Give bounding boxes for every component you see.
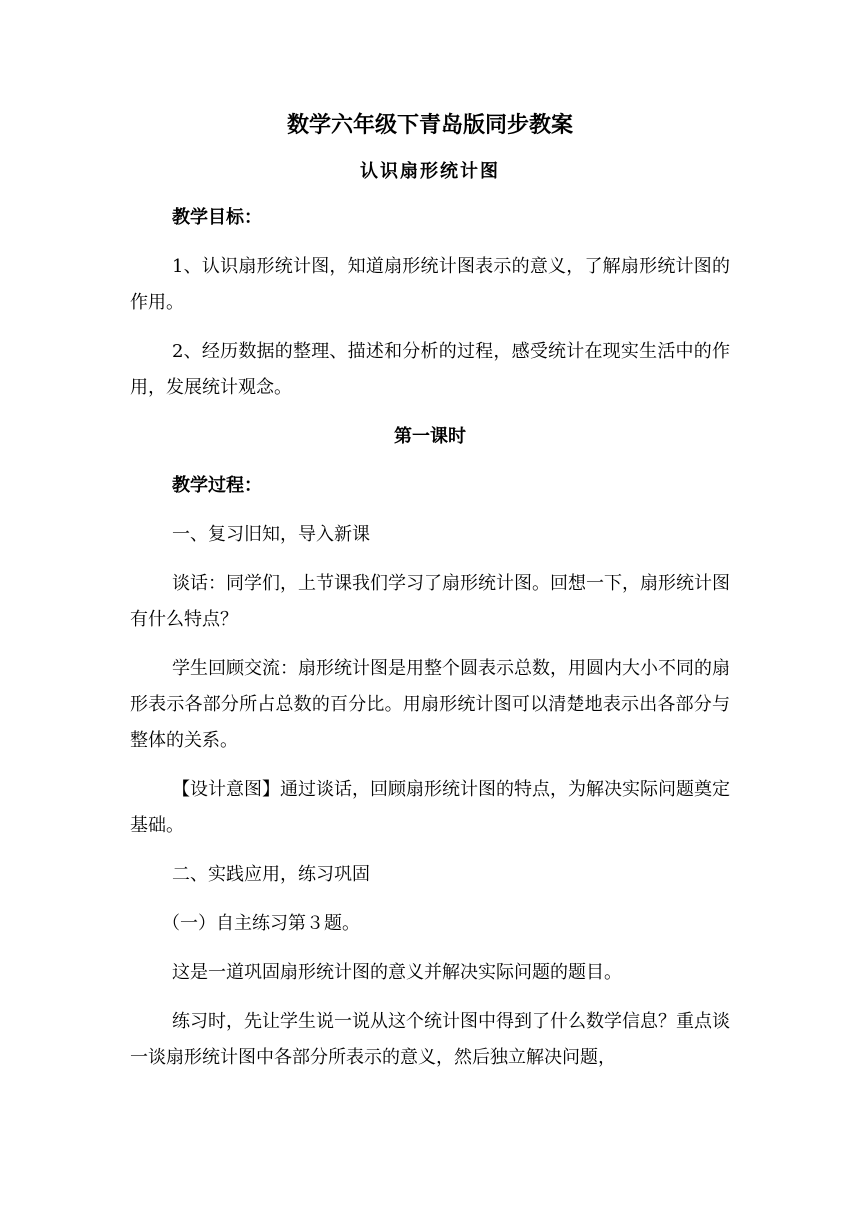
- paragraph-step-2-title: 二、实践应用，练习巩固: [172, 864, 370, 885]
- paragraph-conversation: 谈话：同学们，上节课我们学习了扇形统计图。回想一下，扇形统计图有什么特点？: [130, 573, 730, 630]
- paragraph-practice-instructions: 练习时，先让学生说一说从这个统计图中得到了什么数学信息？重点谈一谈扇形统计图中各部分所表示的意义，然后独立解决问题，: [130, 1011, 730, 1068]
- paragraph-exercise-3: （一）自主练习第３题。: [162, 913, 360, 934]
- document-body: [130, 200, 730, 1089]
- paragraph-step-1-title: 一、复习旧知，导入新课: [172, 524, 370, 545]
- paragraph-objective-2: 2、经历数据的整理、描述和分析的过程，感受统计在现实生活中的作用，发展统计观念。: [130, 341, 730, 398]
- paragraph-design-intent: 【设计意图】通过谈话，回顾扇形统计图的特点，为解决实际问题奠定基础。: [130, 779, 730, 836]
- section-heading-objectives: 教学目标：: [172, 207, 262, 228]
- document-subtitle: 认识扇形统计图: [360, 161, 500, 182]
- lesson-period-heading: 第一课时: [394, 426, 466, 447]
- section-heading-process: 教学过程：: [172, 475, 262, 496]
- paragraph-objective-1: 1、认识扇形统计图，知道扇形统计图表示的意义，了解扇形统计图的作用。: [130, 256, 730, 313]
- paragraph-student-review: 学生回顾交流：扇形统计图是用整个圆表示总数，用圆内大小不同的扇形表示各部分所占总数的百分比。用扇形统计图可以清楚地表示出各部分与整体的关系。: [130, 658, 730, 751]
- paragraph-exercise-description: 这是一道巩固扇形统计图的意义并解决实际问题的题目。: [172, 962, 622, 983]
- document-title: 数学六年级下青岛版同步教案: [286, 113, 573, 138]
